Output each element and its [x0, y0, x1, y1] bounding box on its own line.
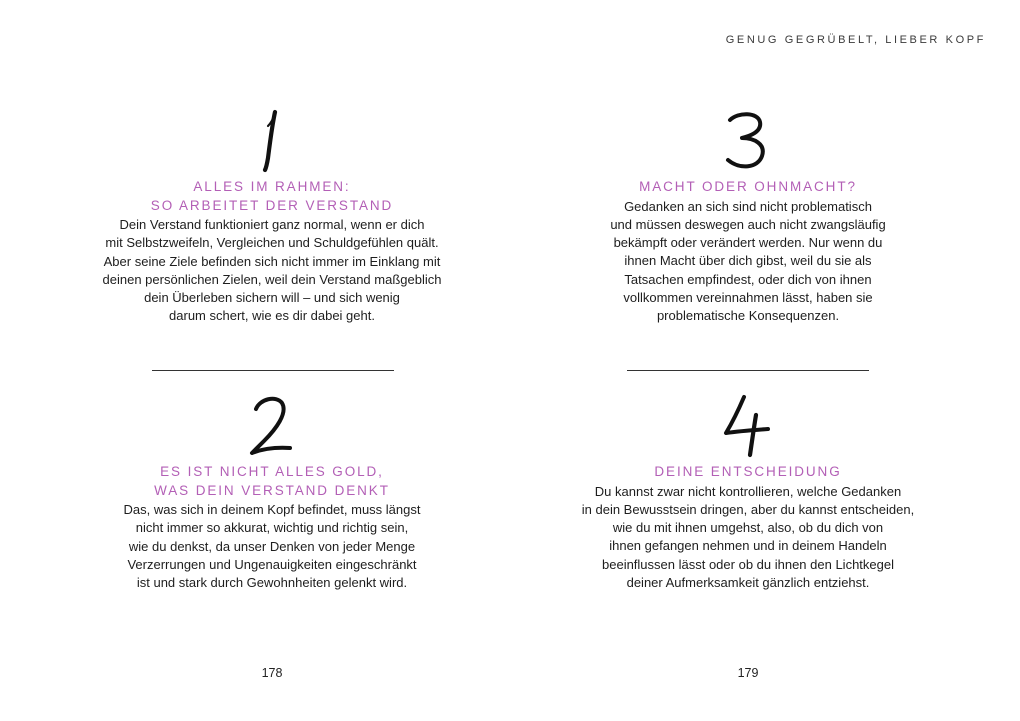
running-head: GENUG GEGRÜBELT, LIEBER KOPF — [725, 34, 986, 46]
body-line: Verzerrungen und Ungenauigkeiten eingeschränkt — [127, 556, 417, 572]
body-line: nicht immer so akkurat, wichtig und richtig sein, — [135, 520, 409, 536]
body-line: Tatsachen empfindest, oder dich von ihnen — [624, 271, 872, 287]
body-line: deinen persönlichen Zielen, weil dein Verstand maßgeblich — [102, 271, 442, 287]
body-line: vollkommen vereinnahmen lässt, haben sie — [623, 289, 873, 305]
heading-line: SO ARBEITET DER VERSTAND — [150, 197, 394, 213]
page-number-right: 179 — [737, 666, 759, 680]
body-line: ihnen gefangen nehmen und in deinem Handeln — [609, 538, 887, 554]
body-line: Gedanken an sich sind nicht problematisch — [624, 198, 872, 214]
body-line: dein Überleben sichern will – und sich wenig — [144, 290, 400, 306]
section-body — [82, 216, 462, 326]
brush-numeral-3 — [718, 108, 778, 174]
section-4 — [558, 393, 938, 592]
heading-line: DEINE ENTSCHEIDUNG — [654, 464, 842, 479]
section-2 — [82, 393, 462, 592]
section-body — [82, 501, 462, 592]
body-line: und müssen deswegen auch nicht zwangsläufig — [610, 216, 886, 232]
body-line: wie du mit ihnen umgehst, also, ob du dich von — [612, 520, 884, 536]
section-3 — [558, 108, 938, 326]
body-line: ist und stark durch Gewohnheiten gelenkt wird. — [136, 575, 408, 591]
divider-left — [152, 370, 394, 371]
body-line: beeinflussen lässt oder ob du ihnen den Lichtkegel — [602, 556, 894, 572]
page-number-left: 178 — [261, 666, 283, 680]
body-line: Das, was sich in deinem Kopf befindet, muss längst — [123, 502, 421, 517]
brush-numeral-4 — [718, 393, 778, 459]
body-line: Dein Verstand funktioniert ganz normal, wenn er dich — [119, 217, 425, 232]
heading-line: WAS DEIN VERSTAND DENKT — [154, 482, 390, 498]
section-heading — [558, 178, 938, 197]
section-1 — [82, 108, 462, 326]
heading-line: ES IST NICHT ALLES GOLD, — [160, 464, 384, 479]
section-heading — [82, 463, 462, 500]
body-line: in dein Bewusstsein dringen, aber du kannst entscheiden, — [581, 501, 915, 517]
body-line: Du kannst zwar nicht kontrollieren, welche Gedanken — [594, 483, 902, 499]
body-line: wie du denkst, da unser Denken von jeder Menge — [128, 538, 416, 554]
section-body — [558, 483, 938, 593]
body-line: darum schert, wie es dir dabei geht. — [169, 308, 375, 324]
section-heading — [558, 463, 938, 482]
body-line: deiner Aufmerksamkeit gänzlich entziehst. — [626, 574, 870, 590]
body-line: mit Selbstzweifeln, Vergleichen und Schuldgefühlen quält. — [105, 235, 439, 251]
body-line: bekämpft oder verändert werden. Nur wenn du — [613, 235, 883, 251]
heading-line: MACHT ODER OHNMACHT? — [639, 179, 857, 194]
brush-numeral-2 — [242, 393, 302, 459]
body-line: Aber seine Ziele befinden sich nicht immer im Einklang mit — [103, 253, 441, 269]
body-line: ihnen Macht über dich gibst, weil du sie als — [624, 253, 872, 269]
section-body — [558, 198, 938, 326]
heading-line: ALLES IM RAHMEN: — [193, 179, 351, 194]
body-line: problematische Konsequenzen. — [656, 308, 840, 324]
divider-right — [627, 370, 869, 371]
brush-numeral-1 — [242, 108, 302, 174]
section-heading — [82, 178, 462, 215]
